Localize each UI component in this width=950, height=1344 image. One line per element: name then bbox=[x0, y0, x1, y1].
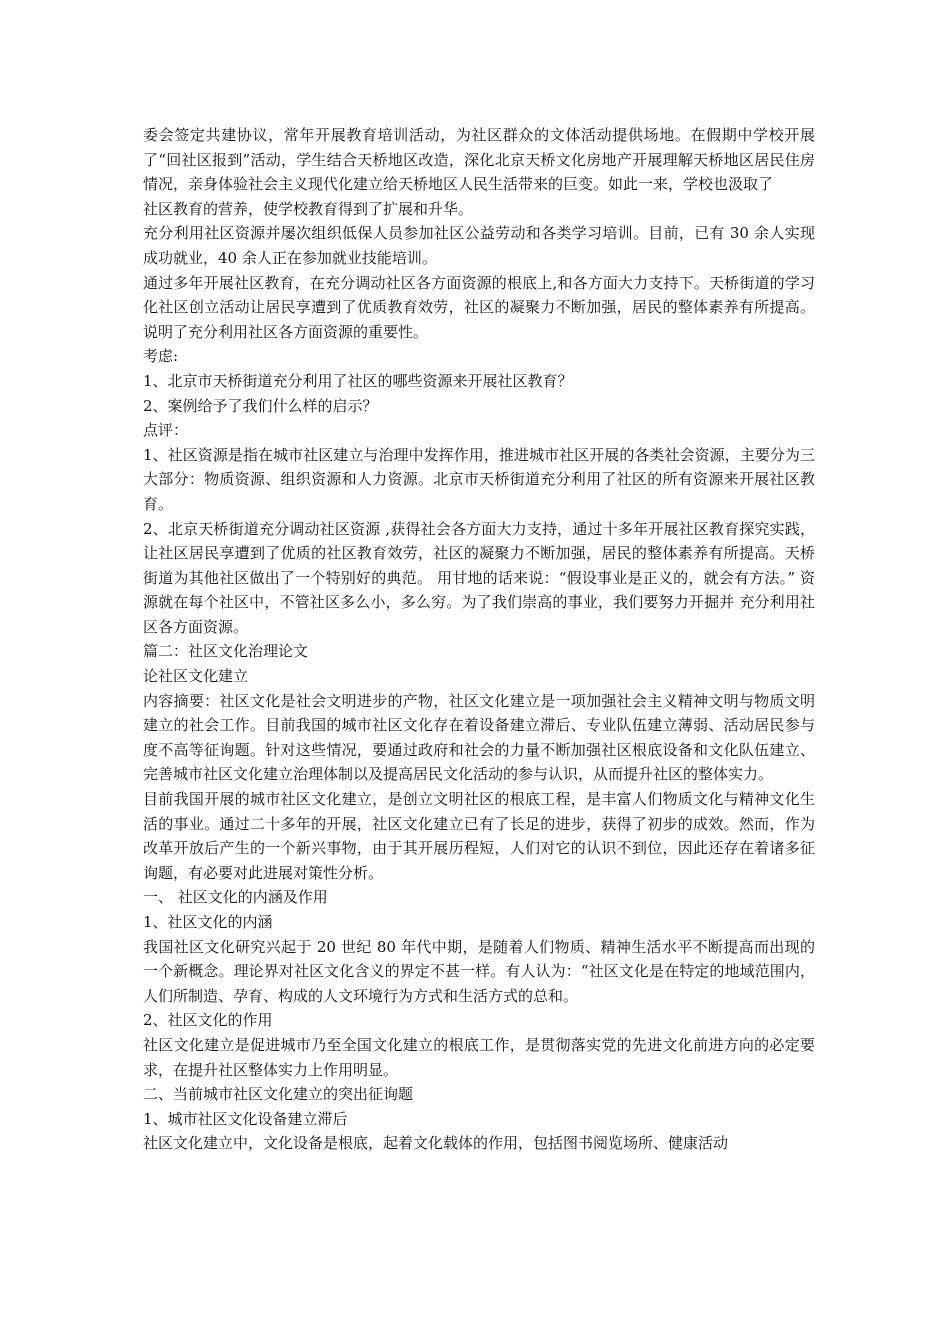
paragraph: 社区文化建立是促进城市乃至全国文化建立的根底工作，是贯彻落实党的先进文化前进方向的必定要求，在提升社区整体实力上作用明显。 bbox=[143, 1035, 815, 1079]
paragraph: 充分利用社区资源并屡次组织低保人员参加社区公益劳动和各类学习培训。目前，已有 30 余人实现成功就业，40 余人正在参加就业技能培训。 bbox=[143, 224, 815, 267]
article-title: 论社区文化建立 bbox=[143, 667, 249, 686]
question-item: 2、案例给予了我们什么样的启示？ bbox=[143, 396, 378, 415]
paragraph: 社区文化建立中，文化设备是根底，起着文化载体的作用，包括图书阅览场所、健康活动 bbox=[143, 1134, 729, 1153]
paragraph: 内容摘要：社区文化是社会文明进步的产物，社区文化建立是一项加强社会主义精神文明与物质文明建立的社会工作。目前我国的城市社区文化存在着设备建立滞后、专业队伍建立薄弱、活动居民参与度不高等征询题。针对这些情况，要通过政府和社会的力量不断加强社区根底设备和文化队伍建立、完善城市社区文化建立治理体制以及提高居民文化活动的参与认识，从而提升社区的整体实力。 bbox=[143, 691, 815, 784]
paragraph: 目前我国开展的城市社区文化建立，是创立文明社区的根底工程，是丰富人们物质文化与精神文化生活的事业。通过二十多年的开展，社区文化建立已有了长足的进步，获得了初步的成效。然而，作为改革开放后产生的一个新兴事物，由于其开展历程短，人们对它的认识不到位，因此还存在着诸多征询题，有必要对此进展对策性分析。 bbox=[143, 790, 815, 882]
article-heading: 篇二：社区文化治理论文 bbox=[143, 642, 309, 661]
section-heading: 二、当前城市社区文化建立的突出征询题 bbox=[143, 1085, 414, 1104]
section-label: 点评： bbox=[143, 421, 189, 440]
paragraph: 我国社区文化研究兴起于 20 世纪 80 年代中期，是随着人们物质、精神生活水平不断提高而出现的一个新概念。理论界对社区文化含义的界定不甚一样。有人认为：“社区文化是在特定的地域范围内，人们所制造、孕育、构成的人文环境行为方式和生活方式的总和。 bbox=[143, 937, 815, 1005]
paragraph: 1、社区资源是指在城市社区建立与治理中发挥作用，推进城市社区开展的各类社会资源，主要分为三大部分：物质资源、组织资源和人力资源。北京市天桥街道充分利用了社区的所有资源来开展社区教育。 bbox=[143, 445, 815, 513]
paragraph: 2、北京天桥街道充分调动社区资源 ,获得社会各方面大力支持，通过十多年开展社区教育探究实践，让社区居民享遭到了优质的社区教育效劳，社区的凝聚力不断加强，居民的整体素养有所提高。天桥街道为其他社区做出了一个特别好的典范。 用甘地的话来说：“假设事业是正义的，就会有方法。” 资源就在每个社区中，不管社区多么小，多么穷。为了我们崇高的事业，我们要努力开掘并 充分利用社区各方面资源。 bbox=[143, 519, 815, 636]
paragraph: 委会签定共建协议，常年开展教育培训活动，为社区群众的文体活动提供场地。在假期中学校开展了“回社区报到”活动，学生结合天桥地区改造，深化北京天桥文化房地产开展理解天桥地区居民住房情况，亲身体验社会主义现代化建立给天桥地区人民生活带来的巨变。如此一来，学校也汲取了 bbox=[143, 126, 815, 194]
subsection-heading: 1、社区文化的内涵 bbox=[143, 913, 273, 931]
section-heading: 一、 社区文化的内涵及作用 bbox=[143, 888, 328, 907]
question-item: 1、北京市天桥街道充分利用了社区的哪些资源来开展社区教育？ bbox=[143, 371, 573, 390]
subsection-heading: 2、社区文化的作用 bbox=[143, 1011, 273, 1030]
document-body bbox=[143, 123, 815, 1156]
paragraph: 通过多年开展社区教育，在充分调动社区各方面资源的根底上,和各方面大力支持下。天桥街道的学习化社区创立活动让居民享遭到了优质教育效劳，社区的凝聚力不断加强，居民的整体素养有所提高。说明了充分利用社区各方面资源的重要性。 bbox=[143, 273, 815, 341]
paragraph: 社区教育的营养，使学校教育得到了扩展和升华。 bbox=[143, 199, 474, 218]
section-label: 考虑: bbox=[143, 347, 179, 366]
subsection-heading: 1、城市社区文化设备建立滞后 bbox=[143, 1109, 348, 1128]
